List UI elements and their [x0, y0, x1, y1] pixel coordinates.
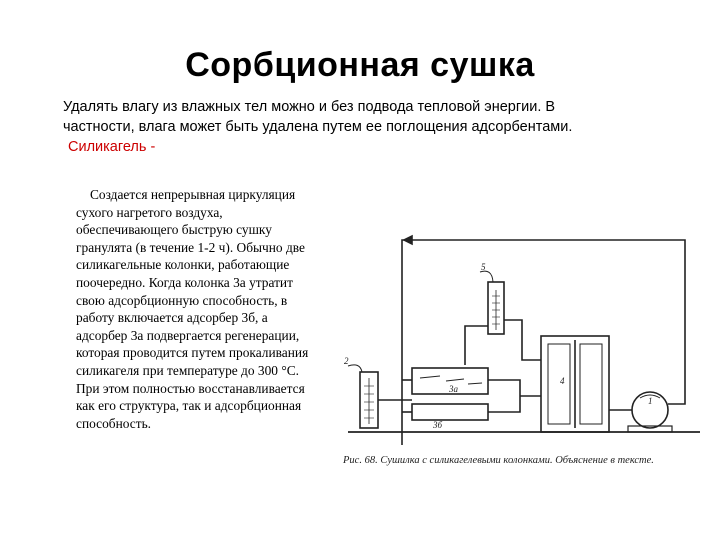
label-1: 1 [648, 396, 653, 406]
label-5: 5 [481, 262, 486, 272]
dryer-schematic [320, 215, 715, 480]
slide-title: Сорбционная сушка [185, 46, 535, 84]
intro-line-1: Удалять влагу из влажных тел можно и без подвода тепловой энергии. В [63, 99, 556, 115]
label-2: 2 [344, 356, 349, 366]
label-4: 4 [560, 376, 565, 386]
duct-arrow [404, 236, 412, 244]
adsorber-3b [412, 404, 488, 420]
figure-caption: Рис. 68. Сушилка с силикагелевыми колонками. Объяснение в тексте. [343, 455, 654, 466]
body-text: Создается непрерывная циркуляция сухого нагретого воздуха, обеспечивающего быструю сушку гранулята (в течение 1-2 ч). Обычно две силикагельные колонки, работающие поочередно. Когда колонка 3а утратит свою адсорбционную способность, в работу включается адсорбер 3б, а адсорбер 3а подвергается регенерации, которая проводится путем прокаливания силикагеля при температуре до 300 °С. При этом полностью восстанавливается как его структура, так и адсорбционная способность. [76, 187, 309, 431]
intro-paragraph [63, 97, 663, 157]
intro-line-2: частности, влага может быть удалена путем ее поглощения адсорбентами. [63, 119, 573, 135]
label-3a: 3а [449, 384, 458, 394]
label-3b: 3б [433, 420, 443, 430]
return-duct [402, 240, 685, 445]
term-silica-gel: Силикагель - [68, 139, 156, 155]
